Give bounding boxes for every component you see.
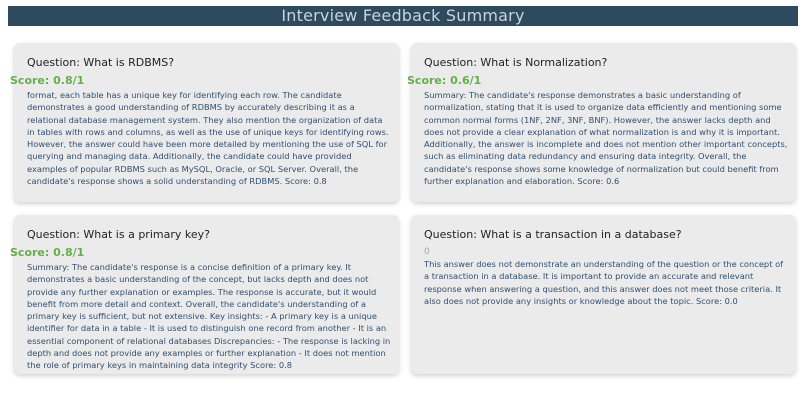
- question-title: Question: What is a transaction in a database?: [424, 228, 682, 241]
- feedback-card-rdbms: [10, 43, 399, 202]
- question-title: Question: What is Normalization?: [424, 56, 608, 69]
- question-title: Question: What is RDBMS?: [27, 56, 175, 69]
- feedback-text: Summary: The candidate's response demonstrates a basic understanding of normalization, stating that it is used to organize data efficiently and mentioning some common normal forms (1NF, 2NF, 3NF, BNF). However, the answer lacks depth and does not provide a clear explanation of what normalization is and why it is important. Additionally, the answer is incomplete and does not mention other important concepts, such as eliminating data redundancy and ensuring data integrity. Overall, the candidate's response shows some knowledge of normalization but could benefit from further explanation and elaboration. Score: 0.6: [424, 90, 788, 187]
- feedback-text: This answer does not demonstrate an understanding of the question or the concept of a transaction in a database. It is important to provide an accurate and relevant response when answering a question, and this answer does not meet those criteria. It also does not provide any insights or knowledge about the topic. Score: 0.0: [424, 259, 784, 306]
- feedback-card-transaction: [411, 215, 796, 374]
- feedback-card-primary-key: [10, 215, 399, 374]
- page-title: Interview Feedback Summary: [8, 6, 798, 26]
- score-label: Score: 0.6/1: [407, 74, 482, 87]
- score-label: Score: 0.8/1: [10, 74, 85, 87]
- score-label: Score: 0.8/1: [10, 246, 85, 259]
- score-label: 0: [424, 247, 430, 257]
- question-title: Question: What is a primary key?: [27, 228, 210, 241]
- feedback-text: Summary: The candidate's response is a concise definition of a primary key. It demonstrates a basic understanding of the concept, but lacks depth and does not provide any further explanation or examples. The response is accurate, but it would benefit from more detail and context. Overall, the candidate's understanding of a primary key is sufficient, but not extensive. Key insights: - A primary key is a unique identifier for data in a table - It is used to distinguish one record from another - It is an essential component of relational databases Discrepancies: - The response is lacking in depth and does not provide any examples or further explanation - It does not mention the role of primary keys in maintaining data integrity Score: 0.8: [27, 262, 391, 371]
- feedback-text: format, each table has a unique key for identifying each row. The candidate demonstrates a good understanding of RDBMS by accurately describing it as a relational database management system. They also mention the organization of data in tables with rows and columns, as well as the use of unique keys for identifying rows. However, the answer could have been more detailed by mentioning the use of SQL for querying and managing data. Additionally, the candidate could have provided examples of popular RDBMS such as MySQL, Oracle, or SQL Server. Overall, the candidate's response shows a solid understanding of RDBMS. Score: 0.8: [27, 90, 389, 187]
- feedback-card-normalization: [407, 43, 796, 202]
